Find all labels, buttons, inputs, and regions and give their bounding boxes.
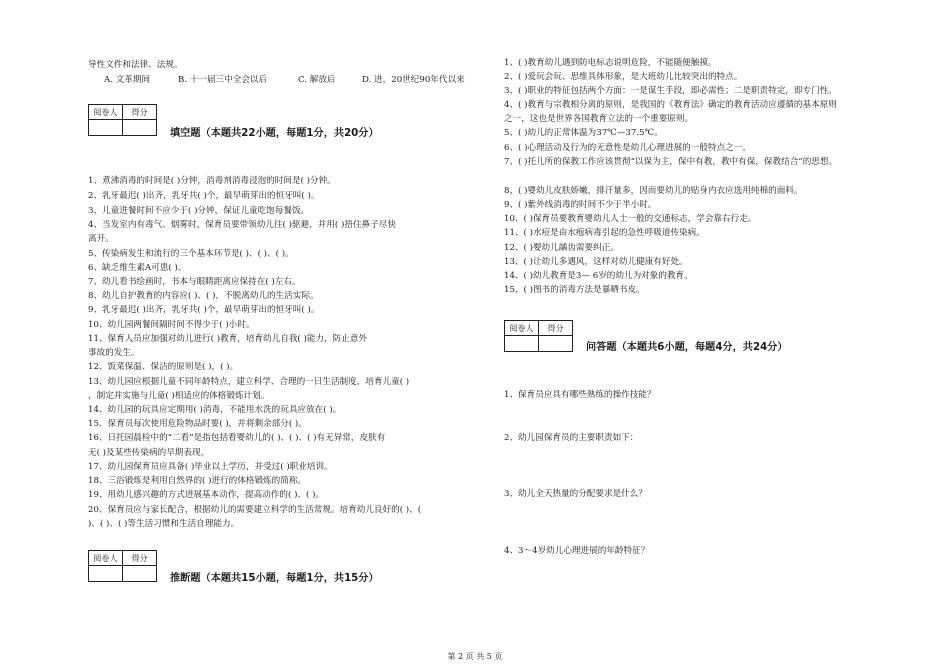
reviewer-label: 阅卷人 <box>505 321 539 336</box>
judge-line: 4、( )教育与宗教相分离的原则，是我国的《教育法》确定的教育活动应遵循的基本原则 <box>504 100 837 110</box>
score-cell[interactable] <box>539 336 573 352</box>
fill-line: 6、缺乏维生素A可患( )。 <box>88 263 187 273</box>
score-box-qa <box>504 320 573 352</box>
judge-line: 3、( )职业的特征包括两个方面：一是谋生手段，即必需性；二是职责特定，即专门性。 <box>504 86 837 96</box>
judge-line: 6、( )心理活动及行为的无意性是幼儿心理进展的一般特点之一。 <box>504 143 751 153</box>
judge-line: 14、( )幼儿教育是3— 6岁的幼儿为对象的教育。 <box>504 271 693 281</box>
intro-option-b: B. 十一届三中全会以后 <box>178 75 268 85</box>
fill-line: 5、传染病发生和流行的三个基本环节是( )、( )、( )。 <box>88 249 294 259</box>
section-title-qa: 问答题（本题共6小题，每题4分，共24分） <box>586 342 788 353</box>
reviewer-label: 阅卷人 <box>89 105 123 120</box>
intro-option-a: A. 文革期间 <box>104 75 151 85</box>
judge-line: 13、( )让幼儿多遇风，这样对幼儿健康有好处。 <box>504 257 688 267</box>
fill-line: 无( )及某些传染病的早期表现。 <box>88 448 210 458</box>
fill-line: 20、保育员应与家长配合，根据幼儿的需要建立科学的生活常规。培育幼儿良好的( )、( <box>88 505 422 515</box>
fill-line: 12、饭菜保温、保洁的原则是( )，( )。 <box>88 362 239 372</box>
score-cell[interactable] <box>123 566 157 582</box>
qa-question: 4、3～4岁幼儿心理进展的年龄特征？ <box>504 546 650 556</box>
judge-line: 8、( )婴幼儿皮肤娇嫩，排汗量多，因而要幼儿的贴身内衣应选用纯棉的面料。 <box>504 186 803 196</box>
fill-line: 7、幼儿看书绘画时，书本与眼睛距离应保持在( )左右。 <box>88 277 301 287</box>
fill-line: )、( )、( )等生活习惯和生活自理能力。 <box>88 519 240 529</box>
fill-line: 2、乳牙最迟( )出齐，乳牙共( )个，最早萌芽出的恒牙叫( )。 <box>88 191 320 201</box>
fill-line: 离开。 <box>88 234 114 244</box>
judge-line: 9、( )紫外线消毒的时间不少于半小时。 <box>504 200 657 210</box>
reviewer-cell[interactable] <box>89 566 123 582</box>
score-label: 得分 <box>123 551 157 566</box>
fill-line: 1、煮沸消毒的时间是( )分钟，消毒剂消毒浸泡的时间是( )分钟。 <box>88 176 336 186</box>
score-cell[interactable] <box>123 120 157 136</box>
section-title-fill: 填空题（本题共22小题，每题1分，共20分） <box>170 128 379 139</box>
judge-line: 12、( )婴幼儿龋齿需要纠正。 <box>504 243 619 253</box>
judge-line: 15、( )图书的消毒方法是暴晒书皮。 <box>504 285 645 295</box>
score-box-fill <box>88 104 157 136</box>
qa-question: 3、幼儿全天热量的分配要求是什么？ <box>504 489 647 499</box>
fill-line: 15、保育员每次使用危险物品时要( )，并将剩余部分( )。 <box>88 419 307 429</box>
judge-line: 之一，这也是世界各国教育立法的一个重要原则。 <box>504 114 694 124</box>
judge-line: 10、( )保育员要教育婴幼儿人士一般的交通标志，学会靠右行走。 <box>504 214 757 224</box>
intro-option-d: D. 进，20世纪90年代以来 <box>362 75 465 85</box>
judge-line: 7、( )托儿所的保教工作应该贯彻“以保为主，保中有教，教中有保，保教结合”的思想。 <box>504 157 838 167</box>
fill-line: 8、幼儿自护教育的内容应( )、( )，不脱离幼儿的生活实际。 <box>88 291 319 301</box>
fill-line: 4、当发室内有毒气、烟雾时，保育员要带领幼儿往( )驱避，并用( )捂住鼻子尽快 <box>88 220 396 230</box>
score-label: 得分 <box>123 105 157 120</box>
fill-line: 19、用幼儿感兴趣的方式进展基本动作，提高动作的( )、( )。 <box>88 490 325 500</box>
fill-line: 17、幼儿园保育员应具备( )毕业以上学历，并受过( )职业培训。 <box>88 462 333 472</box>
intro-option-c: C. 解放后 <box>298 75 336 85</box>
score-label: 得分 <box>539 321 573 336</box>
page-number: 第 2 页 共 5 页 <box>447 652 503 661</box>
section-title-judge: 推断题（本题共15小题，每题1分，共15分） <box>170 573 379 584</box>
qa-question: 2、幼儿园保育员的主要职责如下： <box>504 433 639 443</box>
fill-line: 9、乳牙最迟( )出齐，乳牙共( )个，最早萌芽出的恒牙叫( )。 <box>88 305 320 315</box>
reviewer-cell[interactable] <box>505 336 539 352</box>
fill-line: 3、儿童进餐时间不应少于( )分钟，保证儿童吃饱每餐饭。 <box>88 206 310 216</box>
fill-line: ，制定并实施与儿童( )相适应的体格锻炼计划。 <box>88 391 270 401</box>
judge-line: 5、( )幼儿的正常体温为37℃—37.5℃。 <box>504 128 663 138</box>
reviewer-cell[interactable] <box>89 120 123 136</box>
fill-line: 14、幼儿园的玩具应定期用( )消毒，不能用水洗的玩具应放在( )。 <box>88 405 342 415</box>
reviewer-label: 阅卷人 <box>89 551 123 566</box>
fill-line: 16、日托园晨检中的“二看”是指包括看婴幼儿的( )、( )、( )有无异常，皮肤有 <box>88 433 386 443</box>
fill-line: 11、保育人员应加强对幼儿进行( )教育，培育幼儿自我( )能力，防止意外 <box>88 334 368 344</box>
fill-line: 18、三浴锻炼是利用自然界的( )进行的体格锻炼的简称。 <box>88 476 307 486</box>
score-box-judge <box>88 550 157 582</box>
judge-line: 11、( )水痘是由水疱病毒引起的急性呼吸道传染病。 <box>504 228 705 238</box>
judge-line: 2、( )爱玩会玩、思维具体形象，是大班幼儿比较突出的特点。 <box>504 72 743 82</box>
fill-line: 13、幼儿园应根据儿童不同年龄特点，建立科学、合理的一日生活制度，培育儿童( ) <box>88 377 410 387</box>
judge-line: 1、( )教育幼儿遇到防电标志说明危险，不能随便触摸。 <box>504 58 717 68</box>
intro-text: 导性文件和法律、法规。 <box>88 60 183 70</box>
fill-line: 10、幼儿园两餐间隔时间不得少于( )小时。 <box>88 320 255 330</box>
qa-question: 1、保育员应具有哪些熟练的操作技能？ <box>504 390 656 400</box>
fill-line: 事故的发生。 <box>88 348 140 358</box>
